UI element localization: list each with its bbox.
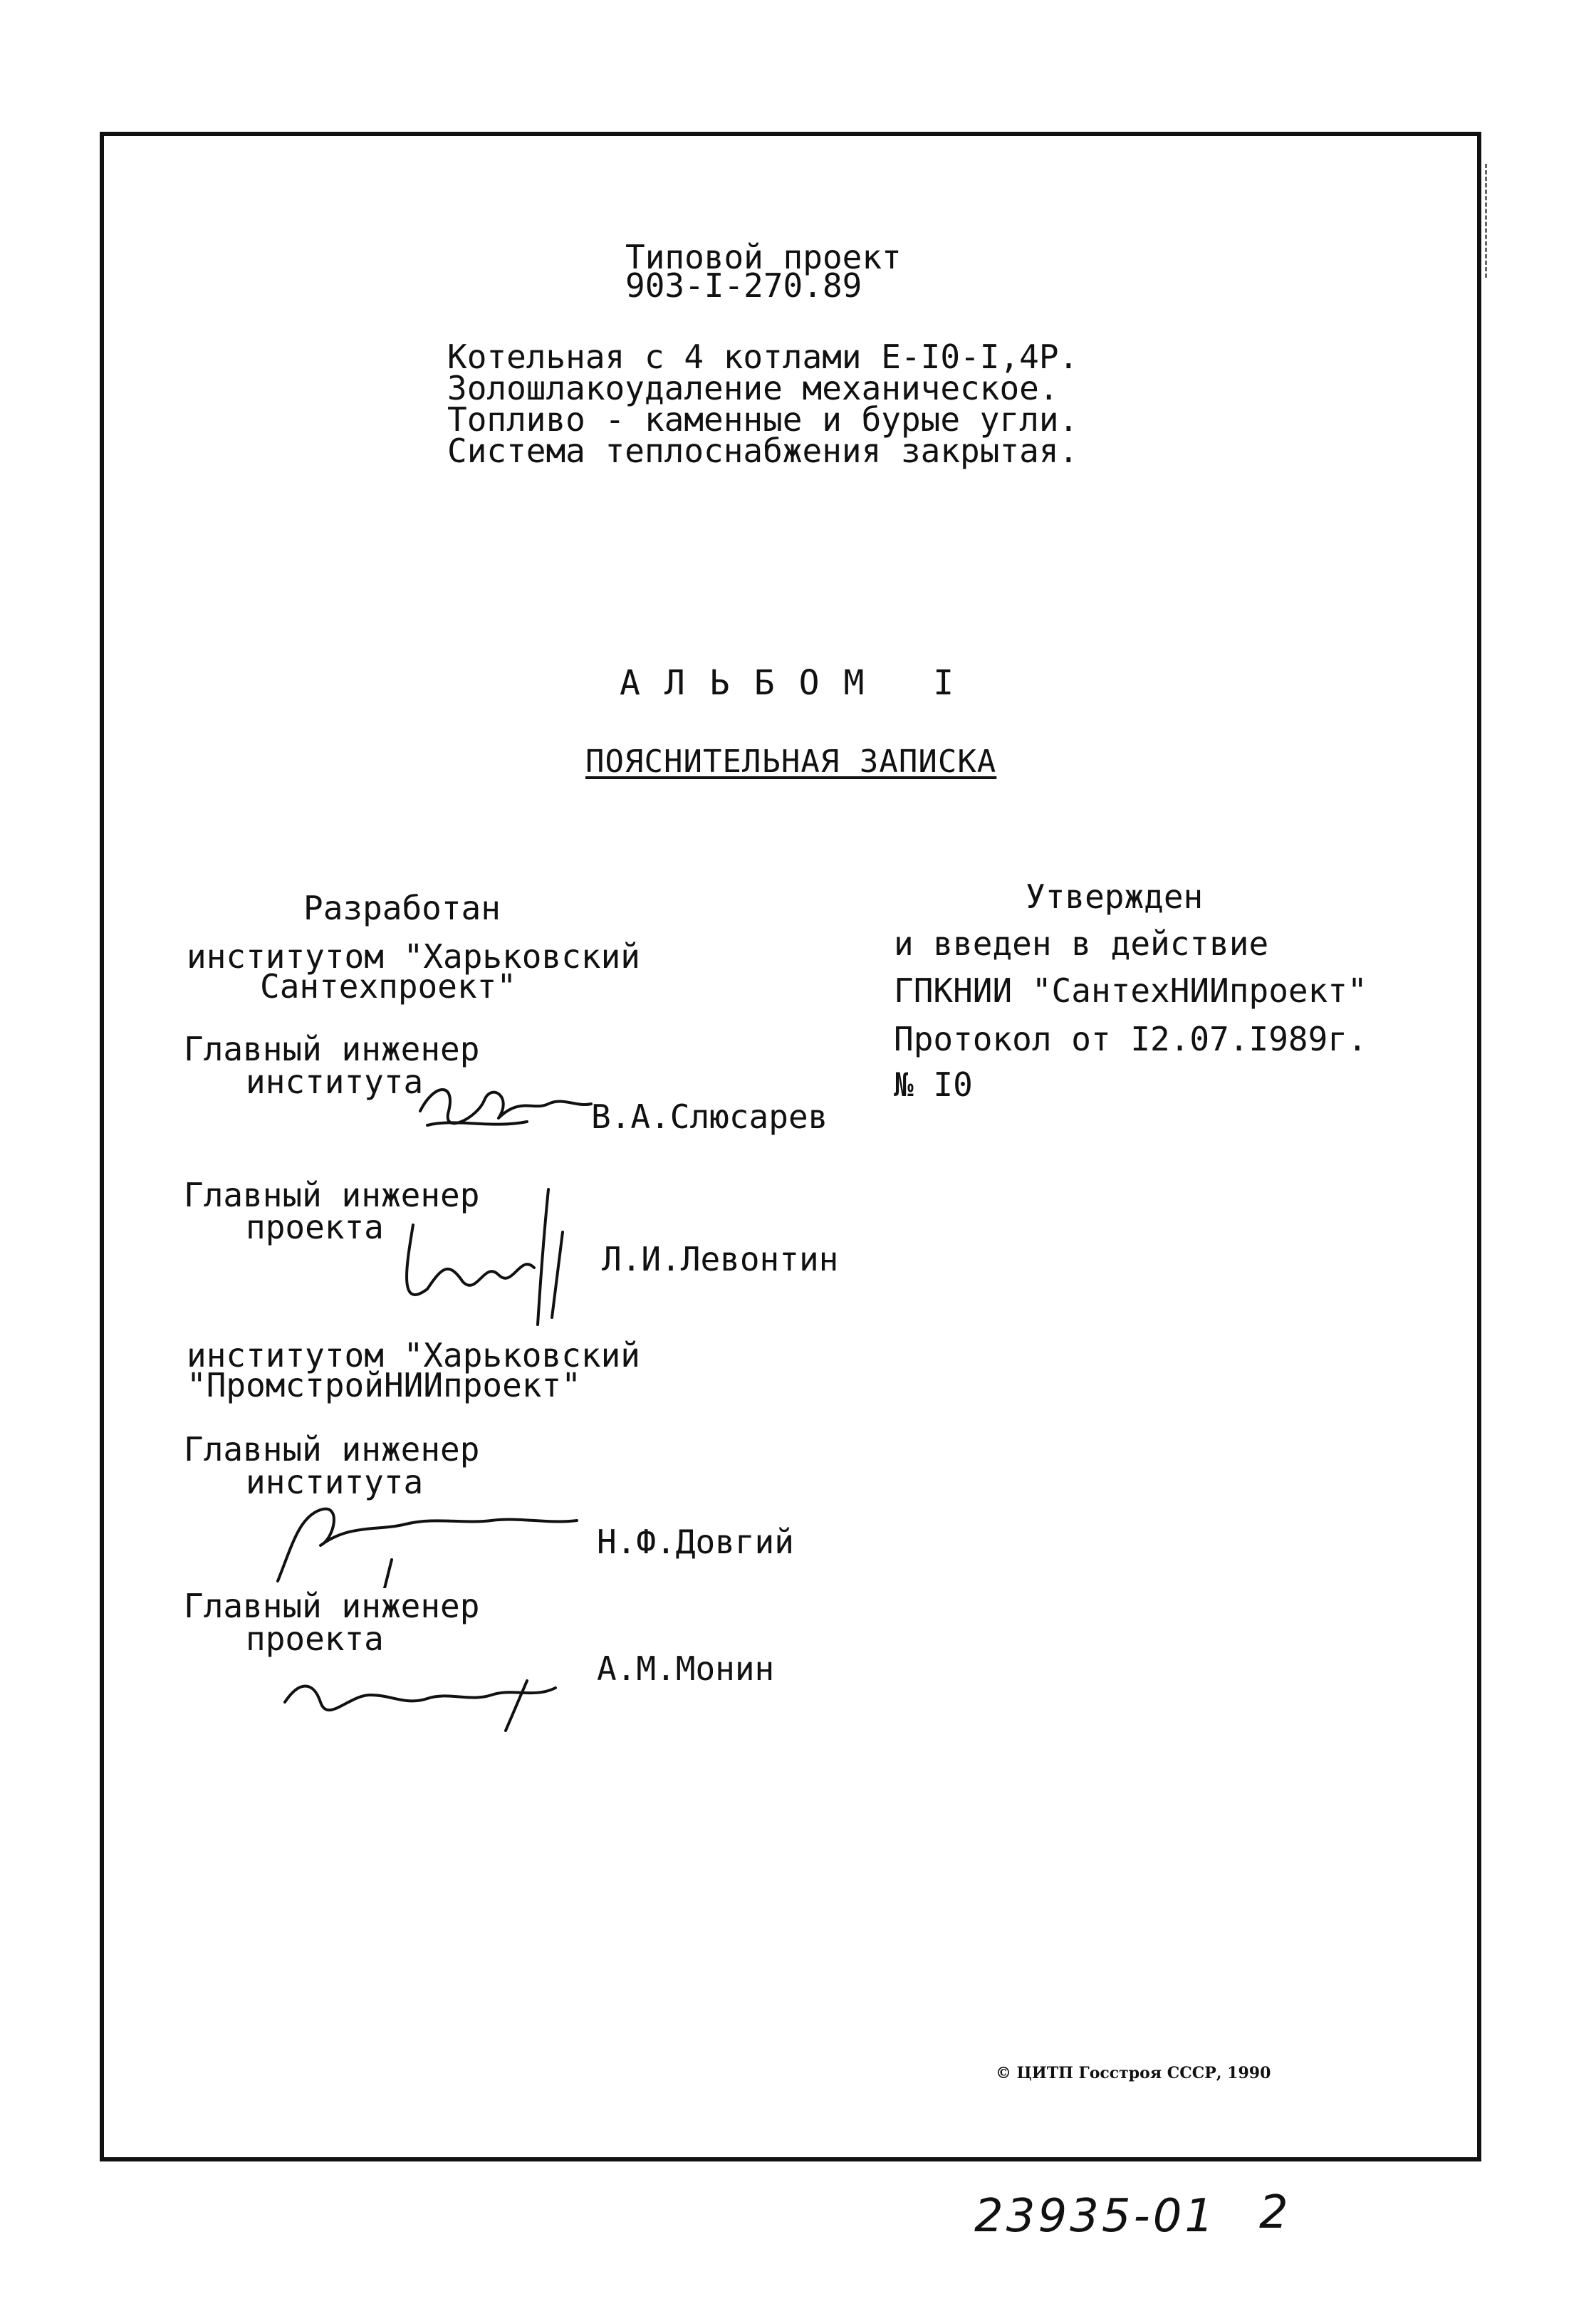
chief-proj2-label2: проекта [246,1620,384,1658]
description-line-1: Котельная с 4 котлами Е-I0-I,4Р. [447,338,1079,376]
approved-line3: Протокол от I2.07.I989г. [894,1020,1367,1058]
approved-line4: № I0 [894,1065,973,1104]
chief-proj-label1: Главный инженер [184,1176,480,1214]
description-line-2: Золошлакоудаление механическое. [447,369,1059,407]
chief-proj-label2: проекта [246,1208,384,1246]
description-line-3: Топливо - каменные и бурые угли. [447,400,1079,439]
project-type: Типовой проект [625,238,902,276]
signature-slyusarev [413,1068,598,1147]
page-number: 2 [1259,2186,1291,2239]
org2-line2: "ПромстройНИИпроект" [187,1366,581,1404]
chief-inst-name: В.А.Слюсарев [591,1097,828,1136]
org1-line2: Сантехпроект" [260,967,517,1006]
chief-inst2-name: Н.Ф.Довгий [597,1523,794,1561]
approved-heading: Утвержден [1026,877,1204,916]
org2-line1: институтом "Харьковский [187,1336,640,1375]
chief-inst2-label1: Главный инженер [184,1430,480,1469]
signature-dovgiy [249,1481,591,1588]
project-number: 903-I-270.89 [625,266,862,305]
description-line-4: Система теплоснабжения закрытая. [447,432,1079,470]
chief-inst2-label2: института [246,1463,424,1501]
chief-proj-name: Л.И.Левонтин [602,1240,839,1278]
copyright: © ЦИТП Госстроя СССР, 1990 [996,2064,1271,2082]
chief-inst-label2: института [246,1063,424,1101]
album-title: АЛЬБОМ I [620,663,979,703]
edge-mark [1485,164,1487,278]
org1-line1: институтом "Харьковский [187,937,640,976]
signature-levontin [385,1182,598,1339]
approved-line2: ГПКНИИ "СантехНИИпроект" [894,971,1367,1010]
chief-inst-label1: Главный инженер [184,1030,480,1068]
chief-proj2-label1: Главный инженер [184,1587,480,1625]
chief-proj2-name: А.М.Монин [597,1649,775,1688]
signature-monin [271,1638,570,1738]
approved-line1: и введен в действие [894,924,1269,963]
inventory-number: 23935-01 [974,2190,1217,2243]
album-subtitle: ПОЯСНИТЕЛЬНАЯ ЗАПИСКА [585,744,997,780]
developed-heading: Разработан [303,889,501,927]
